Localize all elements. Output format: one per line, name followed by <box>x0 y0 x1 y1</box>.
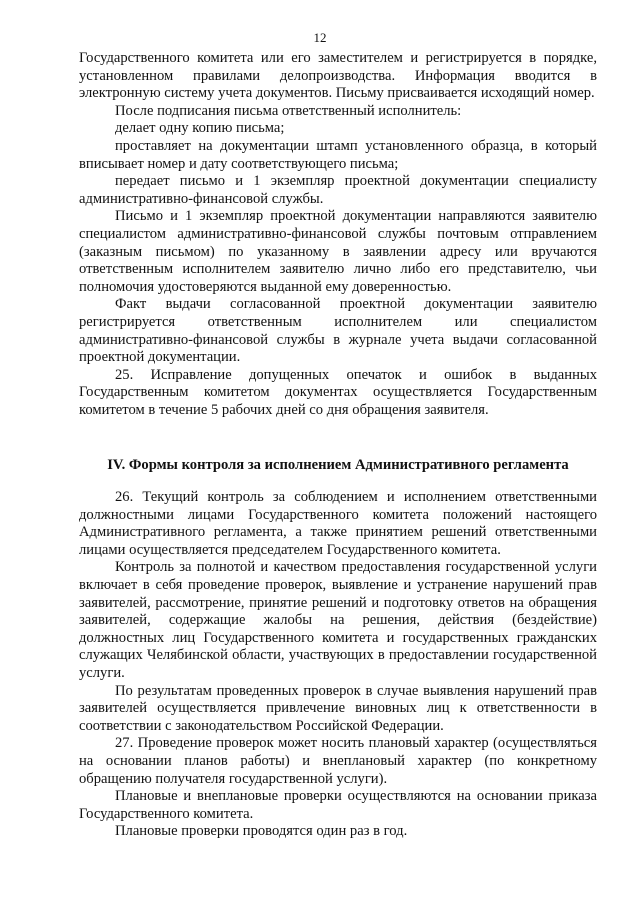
paragraph: Плановые проверки проводятся один раз в год. <box>115 823 408 840</box>
section-heading: IV. Формы контроля за исполнением Административного регламента <box>107 457 569 473</box>
paragraph: Плановые и внеплановые проверки осуществляются на основании приказа Государственного комитета. <box>79 788 597 822</box>
paragraph: По результатам проведенных проверок в случае выявления нарушений прав заявителей осуществляется привлечение виновных лиц к ответственности в соответствии с законодательством Российской Федерации. <box>79 682 597 734</box>
paragraph-item-25: 25. Исправление допущенных опечаток и ошибок в выданных Государственным комитетом документах осуществляется Государственным комитетом в течение 5 рабочих дней со дня обращения заявителя. <box>79 366 597 418</box>
paragraph-item-27: 27. Проведение проверок может носить плановый характер (осуществляться на основании планов работы) и внеплановый характер (по конкретному обращению получателя государственной услуги). <box>79 735 597 787</box>
section-text-before-heading <box>79 50 597 419</box>
paragraph: После подписания письма ответственный исполнитель: <box>115 102 462 119</box>
list-item: делает одну копию письма; <box>115 120 285 137</box>
paragraph: Письмо и 1 экземпляр проектной документации направляются заявителю специалистом административно-финансовой службы почтовым отправлением (заказным письмом) по указанному в заявлении адресу или вручаются ответственным исполнителем заявителю лично либо его представителю, чьи полномочия удостоверяются выданной ему доверенностью. <box>79 208 597 295</box>
paragraph-continuation: Государственного комитета или его заместителем и регистрируется в порядке, установленном правилами делопроизводства. Информация вводится в электронную систему учета документов. Письму присваивается исходящий номер. <box>79 50 597 102</box>
paragraph: Факт выдачи согласованной проектной документации заявителю регистрируется ответственным исполнителем или специалистом административно-финансовой службы в журнале учета выдачи согласованной проектной документации. <box>79 296 597 366</box>
paragraph-item-26: 26. Текущий контроль за соблюдением и исполнением ответственными должностными лицами Государственного комитета положений настоящего Административного регламента, а также принятием решений ответственными лицами осуществляется председателем Государственного комитета. <box>79 489 597 558</box>
list-item: проставляет на документации штамп установленного образца, в который вписывает номер и дату соответствующего письма; <box>79 137 597 172</box>
list-item: передает письмо и 1 экземпляр проектной документации специалисту административно-финансовой службы. <box>79 173 597 207</box>
paragraph: Контроль за полнотой и качеством предоставления государственной услуги включает в себя проведение проверок, выявление и устранение нарушений прав заявителей, рассмотрение, принятие решений и подготовку ответов на обращения заявителей, содержащие жалобы на решения, действия (бездействие) должностных лиц Государственного комитета и государственных гражданских служащих Челябинской области, участвующих в предоставлении государственной услуги. <box>79 559 597 681</box>
page-number: 12 <box>313 30 327 45</box>
section-text-after-heading <box>79 489 597 841</box>
